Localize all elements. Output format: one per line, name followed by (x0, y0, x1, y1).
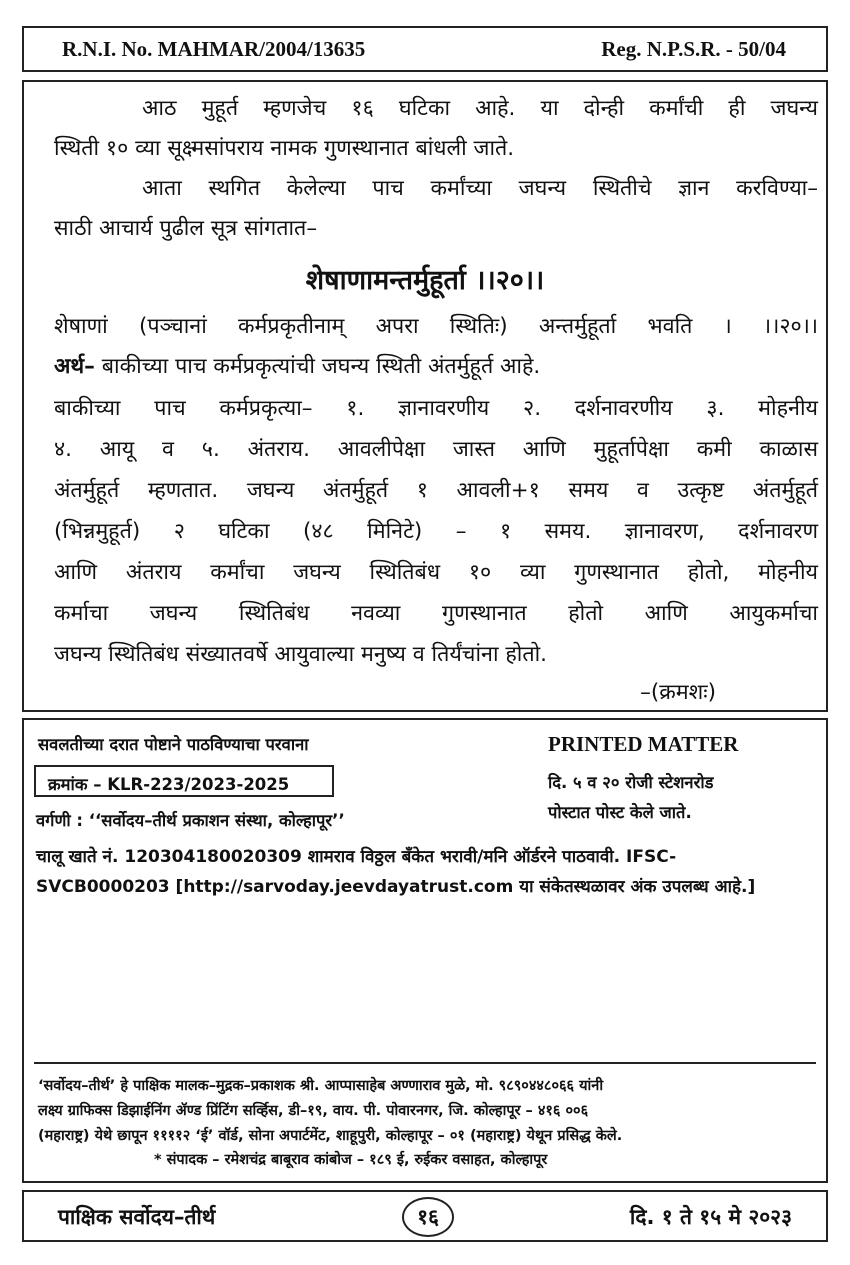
page-number: १६ (402, 1197, 454, 1237)
rni-number: R.N.I. No. MAHMAR/2004/13635 (62, 37, 366, 61)
paragraph-3-line-5: आणि अंतराय कर्मांचा जघन्य स्थितिबंध १० व्या गुणस्थानात होतो, मोहनीय (54, 560, 818, 585)
paragraph-1-line-1: आठ मुहूर्त म्हणजेच १६ घटिका आहे. या दोन्ही कर्मांची ही जघन्य (142, 96, 818, 121)
imprint-line-3: (महाराष्ट्र) येथे छापून ११११२ ‘ई’ वॉर्ड, सोना अपार्टमेंट, शाहूपुरी, कोल्हापूर – ०१ (महाराष्ट्र) येथून प्रसिद्ध केले. (38, 1128, 623, 1144)
registration-number: Reg. N.P.S.R. - 50/04 (601, 37, 786, 61)
paragraph-3-line-6: कर्माचा जघन्य स्थितिबंध नवव्या गुणस्थानात होतो आणि आयुकर्माचा (54, 601, 818, 626)
sutra-heading: शेषाणामन्तर्मुहूर्ता ।।२०।। (305, 265, 545, 296)
meaning-label: अर्थ– (54, 354, 95, 379)
divider-line (34, 1062, 816, 1064)
posting-schedule-line-1: दि. ५ व २० रोजी स्टेशनरोड (548, 773, 714, 792)
paragraph-3-line-1: बाकीच्या पाच कर्मप्रकृत्या– १. ज्ञानावरणीय २. दर्शनावरणीय ३. मोहनीय (54, 396, 818, 421)
subscription-info: वर्गणी : ‘‘सर्वोदय–तीर्थ प्रकाशन संस्था, कोल्हापूर’’ (36, 811, 345, 830)
permit-code-box (34, 765, 334, 797)
editor-info: * संपादक – रमेशचंद्र बाबूराव कांबोज – १८९ ई, रुईकर वसाहत, कोल्हापूर (154, 1152, 548, 1168)
posting-schedule-line-2: पोस्टात पोस्ट केले जाते. (548, 803, 692, 822)
permit-code: क्रमांक – KLR-223/2023-2025 (48, 775, 290, 794)
sanskrit-commentary: शेषाणां (पञ्चानां कर्मप्रकृतीनाम् अपरा स्थितिः) अन्तर्मुहूर्ता भवति । ।।२०।। (54, 314, 818, 339)
issue-date: दि. १ ते १५ मे २०२३ (629, 1205, 792, 1229)
imprint-line-2: लक्ष्य ग्राफिक्स डिझाईनिंग ॲण्ड प्रिंटिंग सर्व्हिस, डी–१९, वाय. पी. पोवारनगर, जि. कोल्हापूर – ४१६ ००६ (38, 1103, 589, 1119)
publication-name: पाक्षिक सर्वोदय–तीर्थ (58, 1205, 216, 1229)
meaning-line (54, 352, 540, 382)
paragraph-2-line-1: आता स्थगित केलेल्या पाच कर्मांच्या जघन्य स्थितीचे ज्ञान करविण्या– (142, 176, 818, 201)
header-bar (22, 26, 828, 72)
paragraph-2-line-2: साठी आचार्य पुढील सूत्र सांगतात– (54, 216, 318, 241)
footer-bar (22, 1190, 828, 1242)
meaning-text: बाकीच्या पाच कर्मप्रकृत्यांची जघन्य स्थिती अंतर्मुहूर्त आहे. (94, 354, 541, 379)
paragraph-1-line-2: स्थिती १० व्या सूक्ष्मसांपराय नामक गुणस्थानात बांधली जाते. (54, 136, 515, 161)
paragraph-3-line-2: ४. आयू व ५. अंतराय. आवलीपेक्षा जास्त आणि मुहूर्तापेक्षा कमी काळास (54, 437, 818, 462)
paragraph-3-line-4: (भिन्नमुहूर्त) २ घटिका (४८ मिनिटे) – १ समय. ज्ञानावरण, दर्शनावरण (54, 519, 818, 544)
to-be-continued: –(क्रमशः) (640, 680, 716, 705)
bank-account-line-2: SVCB0000203 [http://sarvoday.jeevdayatrust.com या संकेतस्थळावर अंक उपलब्ध आहे.] (36, 877, 756, 897)
bank-account-line-1: चालू खाते नं. 120304180020309 शामराव विठ्ठल बँकेत भरावी/मनि ऑर्डरने पाठवावी. IFSC- (36, 847, 677, 867)
printed-matter-label: PRINTED MATTER (548, 732, 739, 756)
paragraph-3-line-7: जघन्य स्थितिबंध संख्यातवर्षे आयुवाल्या मनुष्य व तिर्यंचांना होतो. (54, 642, 547, 667)
postal-info-section (22, 718, 828, 1183)
imprint-line-1: ‘सर्वोदय–तीर्थ’ हे पाक्षिक मालक–मुद्रक–प्रकाशक श्री. आप्पासाहेब अण्णाराव मुळे, मो. ९८९०४४८०६६ यांनी (38, 1078, 604, 1094)
paragraph-3-line-3: अंतर्मुहूर्त म्हणतात. जघन्य अंतर्मुहूर्त १ आवली+१ समय व उत्कृष्ट अंतर्मुहूर्त (54, 478, 818, 503)
article-body (22, 80, 828, 712)
postal-permit-title: सवलतीच्या दरात पोष्टाने पाठविण्याचा परवाना (38, 735, 309, 754)
